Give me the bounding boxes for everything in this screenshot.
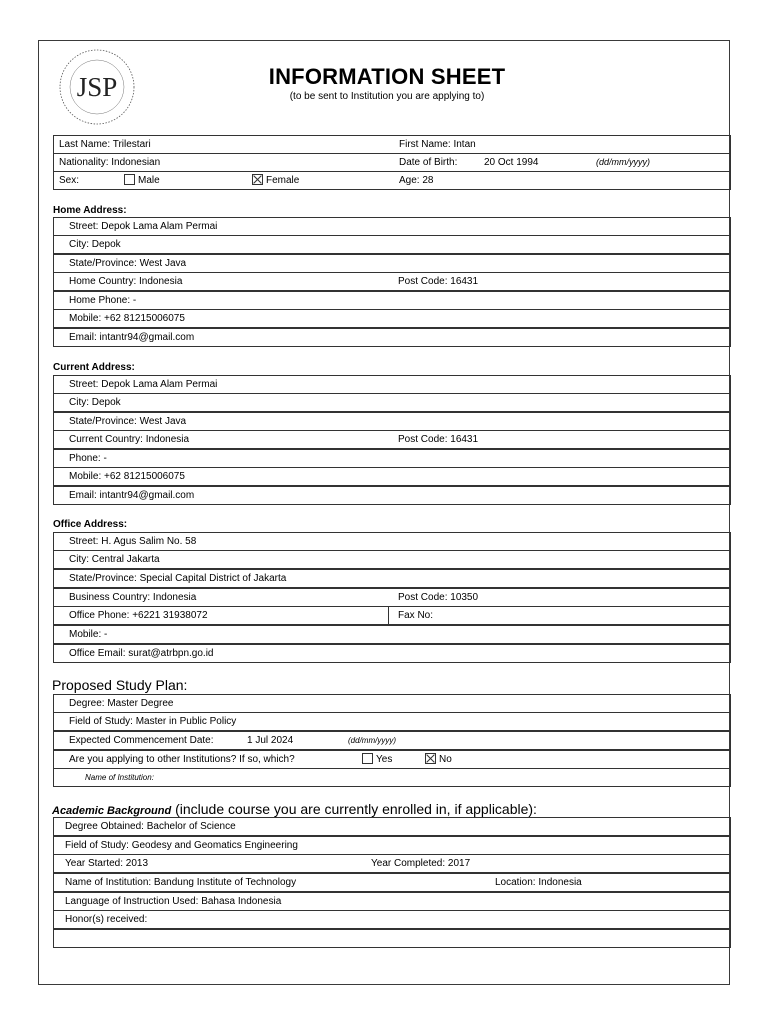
office-email-row[interactable] <box>53 644 731 663</box>
office-country: Business Country: Indonesia <box>69 592 197 603</box>
home-post-code: Post Code: 16431 <box>398 276 479 287</box>
yes-checkbox[interactable] <box>362 753 373 764</box>
academic-field: Field of Study: Geodesy and Geomatics Engineering <box>65 840 298 851</box>
page-subtitle: (to be sent to Institution you are applying to) <box>289 91 485 102</box>
current-street-row[interactable] <box>53 375 731 394</box>
academic-honors-row[interactable] <box>53 910 731 929</box>
office-country-row[interactable] <box>53 588 731 607</box>
yes-option[interactable]: Yes <box>362 751 392 768</box>
academic-degree-row[interactable] <box>53 817 731 836</box>
home-phone: Home Phone: - <box>69 295 137 306</box>
dob-format: (dd/mm/yyyy) <box>596 157 650 167</box>
fax-divider <box>388 606 389 625</box>
current-country: Current Country: Indonesia <box>69 434 190 445</box>
header <box>0 64 768 102</box>
study-field-row[interactable] <box>53 712 731 731</box>
male-checkbox[interactable] <box>124 174 135 185</box>
academic-honors: Honor(s) received: <box>65 914 148 925</box>
academic-years-row[interactable] <box>53 854 731 873</box>
office-city: City: Central Jakarta <box>69 554 160 565</box>
home-city: City: Depok <box>69 239 121 250</box>
office-state-row[interactable] <box>53 569 731 588</box>
academic-language: Language of Instruction Used: Bahasa Indonesia <box>65 896 282 907</box>
nationality: Nationality: Indonesian <box>59 157 161 168</box>
home-state-row[interactable] <box>53 254 731 273</box>
study-plan-heading: Proposed Study Plan: <box>52 677 188 693</box>
home-email-row[interactable] <box>53 328 731 347</box>
academic-institution-row[interactable] <box>53 873 731 892</box>
other-institutions-row <box>53 750 731 769</box>
male-option[interactable]: Male <box>124 172 160 189</box>
year-started: Year Started: 2013 <box>65 858 149 869</box>
home-city-row[interactable] <box>53 235 731 254</box>
current-phone-row[interactable] <box>53 449 731 468</box>
sex-row <box>53 171 731 190</box>
study-degree-row[interactable] <box>53 694 731 713</box>
office-street-row[interactable] <box>53 532 731 551</box>
current-mobile: Mobile: +62 81215006075 <box>69 471 185 482</box>
academic-field-row[interactable] <box>53 836 731 855</box>
academic-degree: Degree Obtained: Bachelor of Science <box>65 821 236 832</box>
dob-label: Date of Birth: <box>399 157 458 168</box>
home-country: Home Country: Indonesia <box>69 276 183 287</box>
office-street: Street: H. Agus Salim No. 58 <box>69 536 197 547</box>
home-address-heading: Home Address: <box>53 205 127 216</box>
year-completed: Year Completed: 2017 <box>371 858 471 869</box>
current-street: Street: Depok Lama Alam Permai <box>69 379 218 390</box>
home-street-row[interactable] <box>53 217 731 236</box>
last-name: Last Name: Trilestari <box>59 139 151 150</box>
first-name: First Name: Intan <box>399 139 476 150</box>
academic-language-row[interactable] <box>53 892 731 911</box>
current-city-row[interactable] <box>53 393 731 412</box>
office-fax: Fax No: <box>398 610 434 621</box>
office-mobile-row[interactable] <box>53 625 731 644</box>
commencement-row[interactable] <box>53 731 731 750</box>
home-country-row[interactable] <box>53 272 731 291</box>
home-street: Street: Depok Lama Alam Permai <box>69 221 218 232</box>
study-institution-label: Name of Institution: <box>85 773 154 782</box>
home-email: Email: intantr94@gmail.com <box>69 332 195 343</box>
female-checkbox[interactable] <box>252 174 263 185</box>
nationality-row[interactable] <box>53 153 731 172</box>
no-option[interactable]: No <box>425 751 452 768</box>
commence-value: 1 Jul 2024 <box>247 735 294 746</box>
home-mobile: Mobile: +62 81215006075 <box>69 313 185 324</box>
no-checkbox[interactable] <box>425 753 436 764</box>
page-title: INFORMATION SHEET <box>268 64 506 89</box>
last-name-row[interactable] <box>53 135 731 154</box>
academic-heading: Academic Background (include course you are currently enrolled in, if applicable): <box>52 801 537 817</box>
other-institutions-question: Are you applying to other Institutions? If so, which? <box>69 754 295 765</box>
commence-label: Expected Commencement Date: <box>69 735 214 746</box>
home-state: State/Province: West Java <box>69 258 187 269</box>
office-phone-row[interactable] <box>53 606 731 625</box>
current-state-row[interactable] <box>53 412 731 431</box>
office-city-row[interactable] <box>53 550 731 569</box>
study-degree: Degree: Master Degree <box>69 698 174 709</box>
commence-format: (dd/mm/yyyy) <box>348 736 396 745</box>
current-mobile-row[interactable] <box>53 467 731 486</box>
current-city: City: Depok <box>69 397 121 408</box>
current-email-row[interactable] <box>53 486 731 505</box>
study-field: Field of Study: Master in Public Policy <box>69 716 237 727</box>
current-phone: Phone: - <box>69 453 107 464</box>
academic-institution: Name of Institution: Bandung Institute of Technology <box>65 877 297 888</box>
sex-label: Sex: <box>59 175 80 186</box>
study-institution-row[interactable] <box>53 768 731 787</box>
current-email: Email: intantr94@gmail.com <box>69 490 195 501</box>
dob-value: 20 Oct 1994 <box>484 157 539 168</box>
office-mobile: Mobile: - <box>69 629 108 640</box>
female-option[interactable]: Female <box>252 172 299 189</box>
current-country-row[interactable] <box>53 430 731 449</box>
logo-lettering: JSP <box>76 72 118 102</box>
office-state: State/Province: Special Capital District of Jakarta <box>69 573 287 584</box>
academic-blank-row[interactable] <box>53 929 731 948</box>
home-mobile-row[interactable] <box>53 309 731 328</box>
current-state: State/Province: West Java <box>69 416 187 427</box>
office-email: Office Email: surat@atrbpn.go.id <box>69 648 214 659</box>
current-address-heading: Current Address: <box>53 362 135 373</box>
current-post-code: Post Code: 16431 <box>398 434 479 445</box>
home-phone-row[interactable] <box>53 291 731 310</box>
office-post-code: Post Code: 10350 <box>398 592 479 603</box>
office-address-heading: Office Address: <box>53 519 128 530</box>
office-phone: Office Phone: +6221 31938072 <box>69 610 208 621</box>
age: Age: 28 <box>399 175 434 186</box>
academic-location: Location: Indonesia <box>495 877 582 888</box>
